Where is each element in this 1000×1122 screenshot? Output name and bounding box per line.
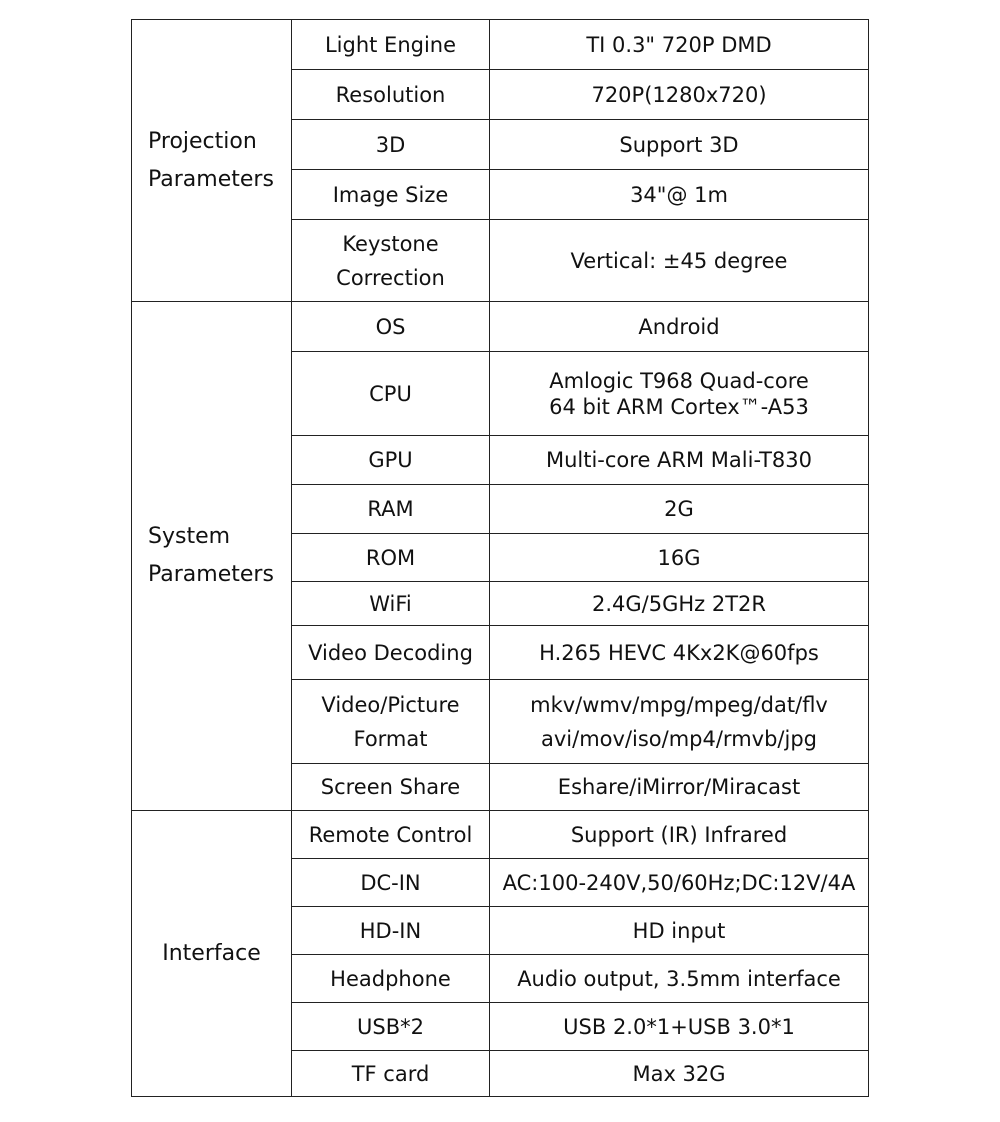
row-value: 720P(1280x720)	[490, 70, 869, 120]
row-value: 34"@ 1m	[490, 170, 869, 220]
row-label: ROM	[292, 534, 490, 582]
row-value: mkv/wmv/mpg/mpeg/dat/flv avi/mov/iso/mp4/rmvb/jpg	[490, 680, 869, 764]
row-label: Video/Picture Format	[292, 680, 490, 764]
row-label: Keystone Correction	[292, 220, 490, 302]
row-label: Video Decoding	[292, 626, 490, 680]
row-label: OS	[292, 302, 490, 352]
row-value: USB 2.0*1+USB 3.0*1	[490, 1003, 869, 1051]
row-label: TF card	[292, 1051, 490, 1097]
row-value: Android	[490, 302, 869, 352]
table-row	[132, 302, 869, 352]
row-value: Audio output, 3.5mm interface	[490, 955, 869, 1003]
row-label: Headphone	[292, 955, 490, 1003]
row-label: Image Size	[292, 170, 490, 220]
group-title-interface: Interface	[132, 811, 292, 1097]
row-value: 2G	[490, 485, 869, 534]
row-value: TI 0.3" 720P DMD	[490, 20, 869, 70]
row-label: Light Engine	[292, 20, 490, 70]
row-label: RAM	[292, 485, 490, 534]
row-label: HD-IN	[292, 907, 490, 955]
row-value: Support (IR) Infrared	[490, 811, 869, 859]
table-row	[132, 811, 869, 859]
row-value: 2.4G/5GHz 2T2R	[490, 582, 869, 626]
row-value: Eshare/iMirror/Miracast	[490, 764, 869, 811]
row-label: GPU	[292, 436, 490, 485]
row-label: DC-IN	[292, 859, 490, 907]
row-value: AC:100-240V,50/60Hz;DC:12V/4A	[490, 859, 869, 907]
row-value: Support 3D	[490, 120, 869, 170]
row-value: H.265 HEVC 4Kx2K@60fps	[490, 626, 869, 680]
row-value: Amlogic T968 Quad-core 64 bit ARM Cortex™-A53	[490, 352, 869, 436]
row-value: HD input	[490, 907, 869, 955]
row-value: Multi-core ARM Mali-T830	[490, 436, 869, 485]
row-value: Vertical: ±45 degree	[490, 220, 869, 302]
row-value: Max 32G	[490, 1051, 869, 1097]
row-label: 3D	[292, 120, 490, 170]
spec-table	[131, 19, 869, 1097]
row-label: Resolution	[292, 70, 490, 120]
table-row	[132, 20, 869, 70]
row-label: USB*2	[292, 1003, 490, 1051]
group-title-system: System Parameters	[132, 302, 292, 811]
row-value: 16G	[490, 534, 869, 582]
row-label: WiFi	[292, 582, 490, 626]
row-label: CPU	[292, 352, 490, 436]
group-title-projection: Projection Parameters	[132, 20, 292, 302]
row-label: Remote Control	[292, 811, 490, 859]
row-label: Screen Share	[292, 764, 490, 811]
